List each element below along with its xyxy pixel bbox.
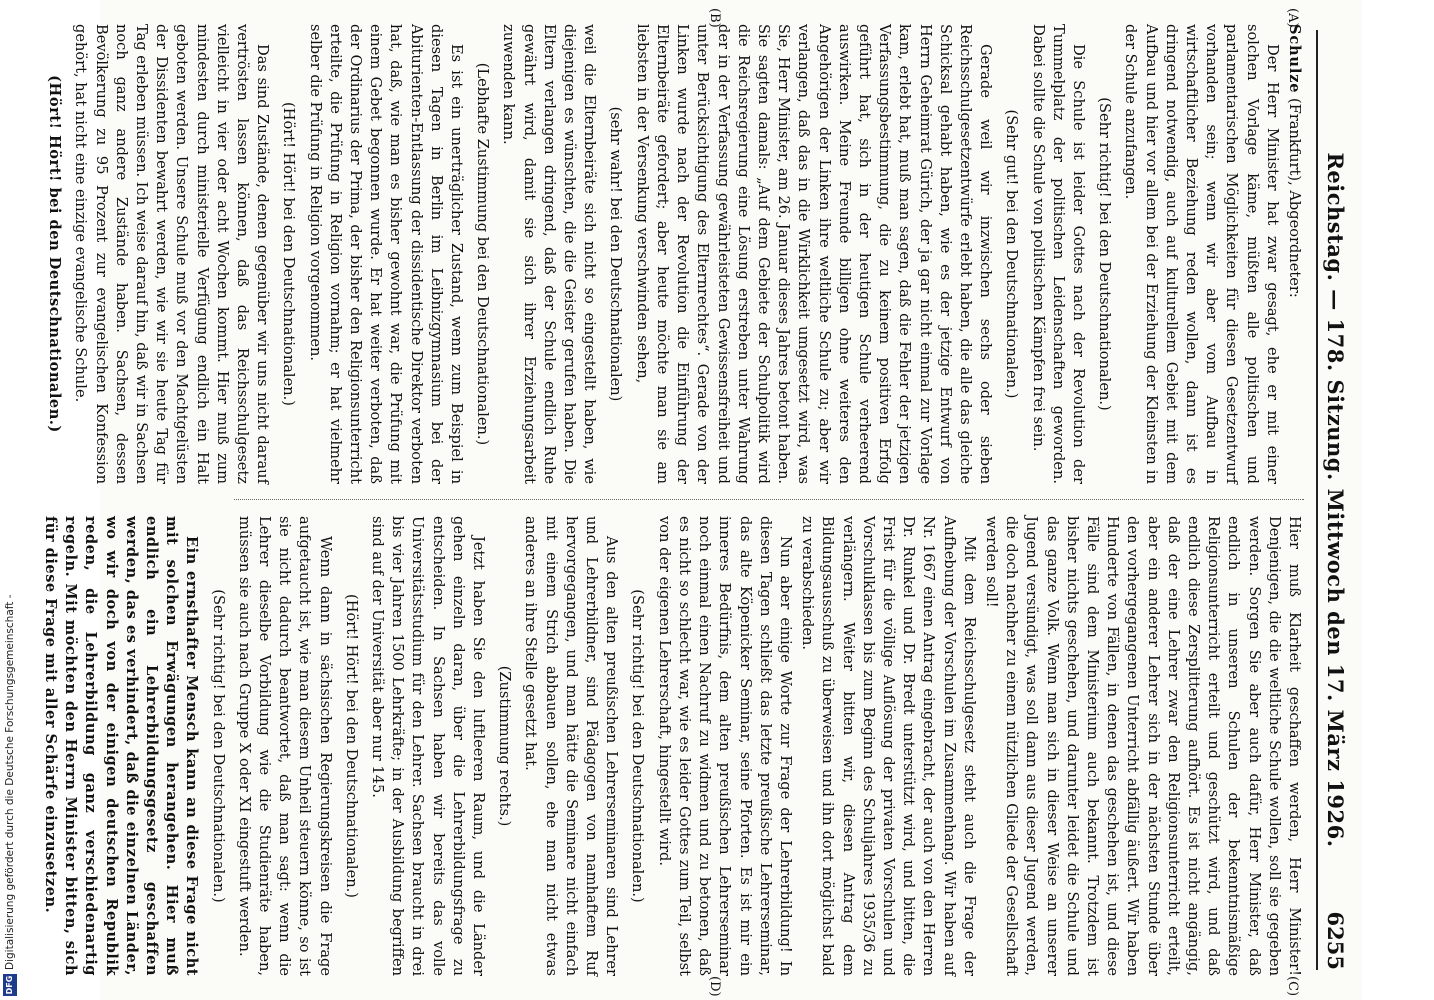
margin-mark-c: (C)	[1285, 976, 1300, 997]
footer-text: Digitalisierung gefördert durch die Deutsche Forschungsgemeinschaft -	[4, 594, 16, 970]
speaker-info: (Frankfurt), Abgeordneter:	[1286, 98, 1303, 298]
paragraph: Die Schule ist leider Gottes nach der Revolution der Tummelplatz der politischen Leidenschaften geworden. Dabei sollte die Schule von politischen Kämpfen frei sein.	[1029, 24, 1087, 484]
paragraph: Ein ernsthafter Mensch kann an diese Frage nicht mit solchen Erwägungen herangehen. Hier muß endlich ein Lehrerbildungsgesetz geschaffen werden, das es verhindert, daß die einzelnen Länder, wo wir doch von der einigen deutschen Republik reden, die Lehrerbildung ganz verschiedenartig regeln. Mit möchten den Herrn Minister bitten, sich für diese Frage mit aller Schärfe einzusetzen.	[42, 516, 201, 976]
digitization-footer	[0, 0, 22, 1000]
right-text-column	[42, 516, 1304, 976]
margin-mark-b: (B)	[707, 8, 722, 28]
paragraph: Es ist ein unerträglicher Zustand, wenn zum Beispiel in diesen Tagen in Berlin im Leibnizgymnasium bei der Abiturienten-Entlassung der dissidentische Direktor verboten hat, daß, wie man es bisher gewohnt war, die Prüfung mit einem Gebet begonnen wurde. Er hat weiter verboten, daß der Ordinarius der Prima, der bisher den Religionsunterricht erteilte, die Prüfung in Religion vornahm; er hat vielmehr selber die Prüfung in Religion vorgenommen.	[306, 24, 466, 484]
page-header	[1316, 30, 1352, 970]
left-text-column	[46, 24, 1304, 484]
paragraph: Gerade weil wir inzwischen sechs oder sieben Reichsschulgesetzentwürfe erlebt haben, die alle das gleiche Schicksal gehabt haben, wie es der jetzige Entwurf von Herrn Geheimrat Gürich, der ja gar nicht einmal zur Vorlage kam, erlebt hat, muß man sagen, daß die Fehler der jetzigen Verfassungsbestimmung, die zu keinem positiven Erfolg geführt hat, sich in der heutigen Schule verheerend auswirken. Meine Freunde billigen ohne weiteres den Angehörigen der Linken ihre weltliche Schule zu; aber wir verlangen, daß das in die Wirklichkeit umgesetzt wird, was Sie, Herr Minister, am 26. Januar dieses Jahres betont haben. Sie sagten damals: „Auf dem Gebiete der Schulpolitik wird die Reichsregierung eine Lösung erstreben unter Wahrung der in der Verfassung gewährleisteten Gewissensfreiheit und unter Berücksichtigung des Elternrechtes“. Gerade von der Linken wurde nach der Revolution die Einführung der Elternbeiräte gefordert; aber heute möchte man sie am liebsten in der Versenkung verschwinden sehen,	[633, 24, 995, 484]
paragraph: Mit dem Reichsschulgesetz steht auch die Frage der Aufhebung der Vorschulen im Zusammenhang. Wir haben auf Nr. 1667 einen Antrag eingebracht, der auch von den Herren Dr. Runkel und Dr. Bredt unterstützt wird, und bitten, die Frist für die völlige Auflösung der privaten Vorschulen und Vorschulklassen bis zum Beginn des Schuljahres 1935/36 zu verlängern. Weiter bitten wir, diesen Antrag dem Bildungsausschuß zu überweisen und ihn dort möglichst bald zu verabschieden.	[799, 516, 978, 976]
remark: (Lebhafte Zustimmung bei den Deutschnationalen.)	[474, 62, 492, 446]
paragraph: weil die Elternbeiräte sich nicht so eingestellt haben, wie diejenigen es wünschten, die die Geister gerufen haben. Die Eltern verlangen dringend, daß der Schule endlich Ruhe gewährt wird, damit sie sich ihrer Erziehungsarbeit zuwenden kann.	[500, 24, 599, 484]
remark: (Hört! Hört! bei den Deutschnationalen.)	[280, 102, 298, 406]
remark: (Hört! Hört! bei den Deutschnationalen.)	[342, 594, 360, 898]
speaker-name: Schulze	[1286, 24, 1303, 94]
remark: (Sehr gut! bei den Deutschnationalen.)	[1003, 109, 1021, 399]
page-number: 6255	[1323, 911, 1348, 970]
paragraph: Wenn dann in sächsischen Regierungskreisen die Frage aufgetaucht ist, wie man diesem Unheil steuern könne, so ist sie nicht dadurch beantwortet, daß man sagt: wenn die Lehrer dieselbe Vorbildung wie die Studienräte haben, müssen sie auch nach Gruppe X oder XI eingestuft werden.	[235, 516, 334, 976]
remark: (Sehr richtig! bei den Deutschnationalen.)	[1096, 97, 1114, 411]
remark: (sehr wahr! bei den Deutschnationalen)	[607, 106, 625, 402]
paragraph: Hier muß Klarheit geschaffen werden, Herr Minister! Denjenigen, die die weltliche Schule wollen, soll sie gegeben werden. Sorgen Sie aber auch dafür, Herr Minister, daß endlich in unseren Schulen der bekenntnismäßige Religionsunterricht erteilt und geschützt wird, und daß endlich diese Zersplitterung aufhört. Es ist nicht angängig, daß der eine Lehrer zwar den Religionsunterricht erteilt, aber ein anderer Lehrer sich in der nächsten Stunde über den vorhergegangenen Unterricht abfällig äußert. Wir haben Hunderte von Fällen, in denen das geschehen ist, und diese Fälle sind dem Ministerium auch bekannt. Trotzdem ist bisher nichts geschehen, und darunter leidet die Schule und das ganze Volk. Wenn man sich in dieser Weise an unserer Jugend versündigt, was soll dann aus dieser Jugend werden, die doch nachher zu einem nützlichen Gliede der Gesellschaft werden soll!	[982, 516, 1303, 976]
rotated-document-page	[42, 0, 1362, 1000]
remark: (Hört! Hört! bei den Deutschnationalen.)	[46, 75, 64, 433]
column-divider	[234, 499, 1304, 500]
margin-mark-a: (A)	[1285, 8, 1300, 28]
page-header-title: Reichstag. — 178. Sitzung. Mittwoch den 17. März 1926.	[1323, 152, 1348, 848]
remark: (Sehr richtig! bei den Deutschnationalen.)	[629, 589, 647, 903]
paragraph: Nun aber einige Worte zur Frage der Lehrerbildung! In diesen Tagen schließt das letzte preußische Lehrerseminar, das alte Köpenicker Seminar, seine Pforten. Es ist mir ein inneres Bedürfnis, dem alten preußischen Lehrerseminar noch einmal einen Nachruf zu widmen und zu betonen, daß es nicht so schlecht war, wie es leider Gottes zum Teil, selbst von der eigenen Lehrerschaft, hingestellt wird.	[655, 516, 794, 976]
footer-strip	[0, 0, 22, 1000]
paragraph: Aus den alten preußischen Lehrerseminaren sind Lehrer und Lehrerbildner, sind Pädagogen von namhaftem Ruf hervorgegangen, und man hätte die Seminare nicht einfach mit einem Strich abbauen sollen, ehe man nicht etwas anderes an ihre Stelle gesetzt hat.	[522, 516, 621, 976]
paragraph: Der Herr Minister hat zwar gesagt, ehe er mit einer solchen Vorlage käme, müßten alle politischen und parlamentarischen Möglichkeiten für diesen Gesetzentwurf vorhanden sein; wenn wir aber vom Aufbau in wirtschaftlicher Beziehung reden wollen, dann ist es dringend notwendig, auch auf kulturellem Gebiet mit dem Aufbau und hier vor allem bei der Erziehung der Kleinsten in der Schule anzufangen.	[1122, 24, 1281, 484]
margin-mark-d: (D)	[707, 976, 722, 997]
remark: (Sehr richtig! bei den Deutschnationalen.)	[209, 589, 227, 903]
paragraph: Jetzt haben Sie den luftleeren Raum, und die Länder gehen einzeln daran, über die Lehrerbildungsfrage zu entscheiden. In Sachsen haben wir bereits das volle Universitätsstudium für den Lehrer. Sachsen braucht in drei bis vier Jahren 1500 Lehrkräfte; in der Ausbildung begriffen sind auf der Universität aber nur 145.	[369, 516, 488, 976]
speaker-line	[1284, 24, 1304, 484]
remark: (Zustimmung rechts.)	[496, 665, 514, 827]
dfg-logo: DFG	[3, 974, 17, 996]
paragraph: Das sind Zustände, denen gegenüber wir uns nicht darauf vertrösten lassen können, daß das Reichsschulgesetz vielleicht in vier oder acht Wochen kommt. Hier muß zum mindesten durch ministerielle Verfügung endlich ein Halt geboten werden. Unsere Schule muß vor den Machtgelüsten der Dissidenten bewahrt werden, wie wir sie heute Tag für Tag erleben müssen. Ich weise darauf hin, daß wir in Sachsen noch ganz andere Zustände haben. Sachsen, dessen Bevölkerung zu 95 Prozent zur evangelischen Konfession gehört, hat nicht eine einzige evangelische Schule.	[72, 24, 272, 484]
